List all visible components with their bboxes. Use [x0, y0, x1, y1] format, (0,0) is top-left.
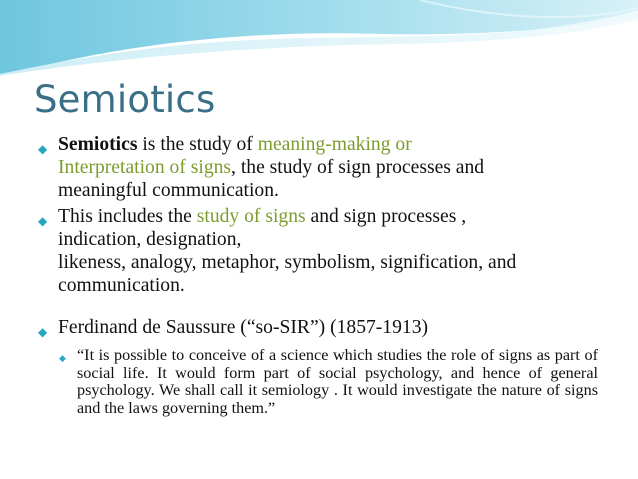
bullet-includes [38, 206, 618, 297]
highlight-text: study of signs [196, 206, 306, 228]
text-line: Ferdinand de Saussure (“so-SIR”) (1857-1913) [58, 316, 429, 338]
header-wave-banner [0, 0, 638, 80]
text-line: likeness, analogy, metaphor, symbolism, signification, and [58, 251, 517, 273]
highlight-text: Interpretation of signs [58, 156, 232, 178]
term-semiotics: Semiotics [58, 134, 138, 155]
bullet-diamond-icon: ◆ [59, 353, 66, 364]
bullet-diamond-icon: ◆ [38, 142, 48, 156]
text-fragment: is the study of [137, 134, 258, 155]
text-line: indication, designation, [58, 229, 242, 251]
text-line: meaningful communication. [58, 179, 279, 201]
sub-bullet-quote [58, 347, 618, 417]
text-fragment: and sign processes , [305, 206, 467, 228]
bullet-saussure [38, 317, 618, 418]
highlight-text: meaning-making or [257, 134, 412, 155]
text-fragment: This includes the [58, 206, 197, 228]
slide-title: Semiotics [34, 78, 216, 121]
text-fragment: , the study of sign processes and [231, 156, 485, 178]
text-line: communication. [58, 274, 185, 296]
bullet-diamond-icon: ◆ [38, 214, 48, 229]
saussure-quote: “It is possible to conceive of a science which studies the role of signs as part of social life. It would form part of social psychology, and hence of general psychology. We shall call it semiology . It would investigate the nature of signs and the laws governing them.” [77, 346, 598, 417]
bullet-diamond-icon: ◆ [38, 324, 48, 339]
bullet-list [38, 134, 618, 417]
bullet-semiotics-definition [38, 134, 618, 202]
